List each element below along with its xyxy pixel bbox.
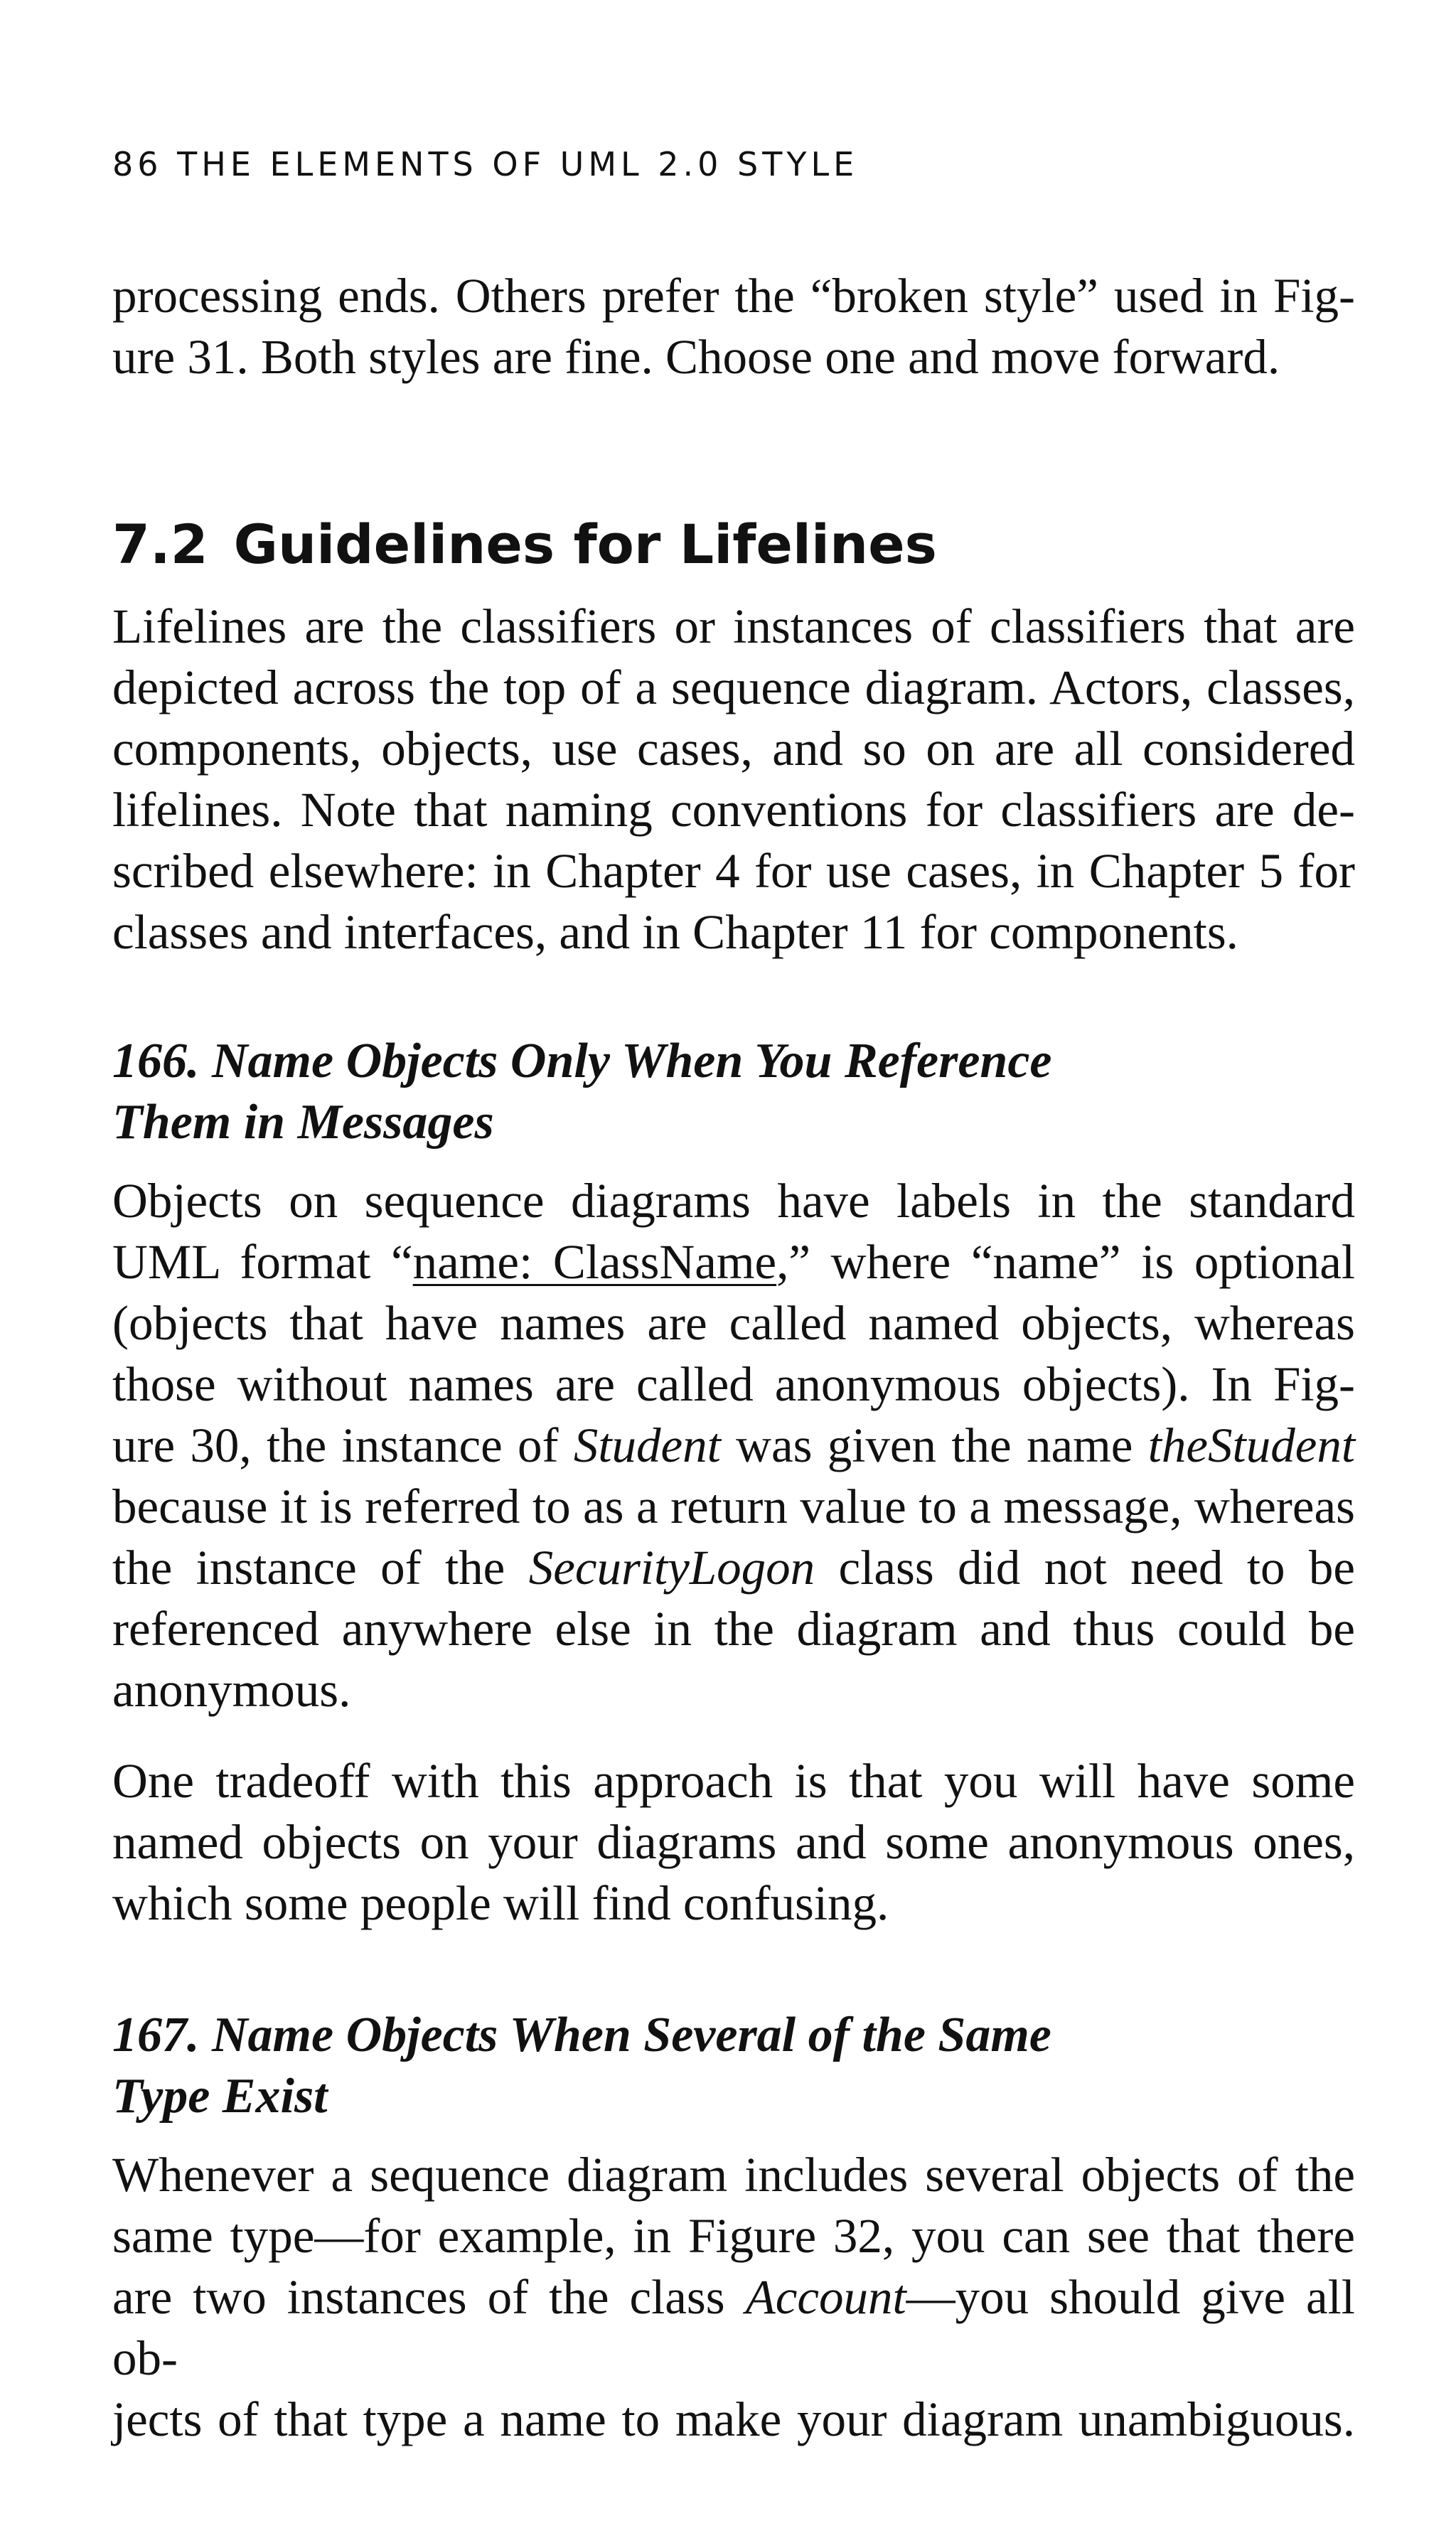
text-line: Objects on sequence diagrams have labels in the standard (112, 1174, 1355, 1228)
text-line: named objects on your diagrams and some anonymous ones, (112, 1815, 1355, 1869)
text-line: those without names are called anonymous objects). In Fig- (112, 1357, 1355, 1411)
running-head: 86 THE ELEMENTS OF UML 2.0 STYLE (112, 145, 859, 183)
italic-term: Account (745, 2270, 906, 2324)
text-line: anonymous. (112, 1663, 351, 1717)
italic-term: theStudent (1147, 1418, 1356, 1472)
guideline-167-heading (112, 2005, 1355, 2127)
text-line: same type—for example, in Figure 32, you can see that there (112, 2209, 1355, 2263)
text-run: ,” where “name” is optional (776, 1235, 1355, 1289)
text-run: was given the name (720, 1418, 1148, 1472)
section-title: Guidelines for Lifelines (233, 513, 937, 576)
text-line: depicted across the top of a sequence diagram. Actors, classes, (112, 660, 1355, 714)
text-line (112, 1231, 1355, 1292)
text-line: Whenever a sequence diagram includes several objects of the (112, 2148, 1355, 2202)
text-line: processing ends. Others prefer the “broken style” used in Fig- (112, 269, 1355, 323)
text-run: the instance of the (112, 1541, 529, 1595)
intro-paragraph (112, 265, 1355, 387)
text-line: components, objects, use cases, and so on are all considered (112, 722, 1355, 776)
guideline-167-paragraph (112, 2144, 1355, 2450)
text-run: UML format “ (112, 1235, 413, 1289)
text-line: One tradeoff with this approach is that you will have some (112, 1754, 1355, 1808)
guideline-166-paragraph-1 (112, 1170, 1355, 1720)
heading-line: Them in Messages (112, 1095, 494, 1150)
text-run: are two instances of the class (112, 2270, 746, 2324)
text-line: (objects that have names are called named objects, whereas (112, 1296, 1355, 1350)
section-intro-paragraph (112, 596, 1355, 963)
text-line (112, 1415, 1355, 1476)
text-line (112, 1537, 1355, 1598)
heading-line: 166. Name Objects Only When You Reference (112, 1034, 1052, 1088)
text-line: which some people will find confusing. (112, 1876, 889, 1930)
text-line: jects of that type a name to make your diagram unambiguous. (112, 2392, 1355, 2446)
text-line: referenced anywhere else in the diagram and thus could be (112, 1602, 1355, 1656)
underlined-term: name: ClassName (412, 1235, 777, 1289)
section-number: 7.2 (112, 513, 208, 576)
text-line: classes and interfaces, and in Chapter 11 for components. (112, 905, 1238, 959)
heading-line: Type Exist (112, 2069, 328, 2124)
italic-term: Student (573, 1418, 721, 1472)
text-line: because it is referred to as a return value to a message, whereas (112, 1479, 1355, 1533)
text-run: ure 30, the instance of (112, 1418, 574, 1472)
text-line: scribed elsewhere: in Chapter 4 for use cases, in Chapter 5 for (112, 844, 1355, 898)
text-run: class did not need to be (815, 1541, 1356, 1595)
section-heading (112, 510, 937, 579)
text-line: lifelines. Note that naming conventions for classifiers are de- (112, 783, 1355, 837)
heading-line: 167. Name Objects When Several of the Same (112, 2008, 1051, 2062)
text-run: —you should give all ob- (112, 2270, 1355, 2385)
guideline-166-paragraph-2 (112, 1750, 1355, 1934)
text-line: ure 31. Both styles are fine. Choose one and move forward. (112, 330, 1280, 384)
text-line (112, 2266, 1355, 2389)
guideline-166-heading (112, 1031, 1355, 1153)
text-line: Lifelines are the classifiers or instances of classifiers that are (112, 599, 1355, 653)
italic-term: SecurityLogon (528, 1541, 815, 1595)
